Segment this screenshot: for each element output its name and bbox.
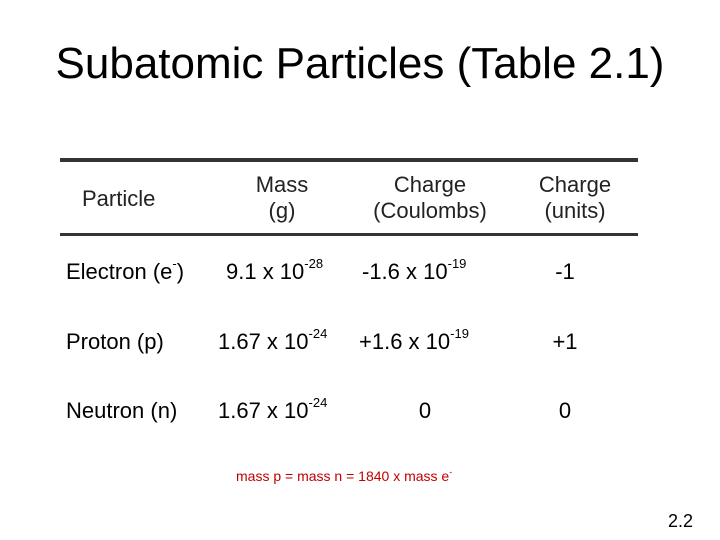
particle-name — [66, 398, 177, 424]
footnote-superscript: - — [449, 467, 453, 477]
particle-name — [66, 329, 164, 355]
header-charge-coulombs-line1: Charge — [393, 172, 467, 197]
header-charge-coulombs-line2: (Coulombs) — [373, 198, 487, 223]
mass-exponent: -24 — [308, 395, 328, 410]
mass-value — [218, 395, 328, 424]
charge-coulombs-base: +1.6 x 10 — [359, 329, 451, 354]
charge-coulombs-value — [390, 398, 460, 424]
slide-title: Subatomic Particles (Table 2.1) — [55, 39, 665, 88]
particle-name-text: Electron (e — [66, 259, 173, 284]
mass-base: 9.1 x 10 — [226, 259, 305, 284]
footnote — [236, 467, 452, 485]
header-mass-line2: (g) — [268, 198, 296, 223]
header-charge-coulombs — [356, 172, 504, 224]
table-header-rule — [60, 233, 638, 236]
charge-coulombs-value — [359, 326, 469, 355]
slide-number: 2.2 — [668, 511, 694, 531]
mass-base: 1.67 x 10 — [218, 329, 309, 354]
charge-coulombs-base: -1.6 x 10 — [362, 259, 448, 284]
footnote-text: mass p = mass n = 1840 x mass e — [236, 468, 450, 484]
mass-exponent: -24 — [308, 326, 328, 341]
charge-coulombs-base: 0 — [418, 398, 432, 423]
charge-coulombs-exponent: -19 — [450, 326, 469, 341]
particle-name-superscript: - — [172, 256, 177, 271]
particle-name-suffix: ) — [176, 259, 185, 284]
header-charge-units — [520, 172, 630, 224]
particle-name-text: Proton (p) — [66, 329, 164, 354]
header-mass — [232, 172, 332, 224]
mass-base: 1.67 x 10 — [218, 398, 309, 423]
header-charge-units-line2: (units) — [544, 198, 606, 223]
charge-units-value: -1 — [555, 259, 575, 284]
charge-coulombs-value — [362, 256, 467, 285]
header-particle: Particle — [82, 186, 156, 211]
particle-name-text: Neutron (n) — [66, 398, 178, 423]
header-charge-units-line1: Charge — [538, 172, 612, 197]
charge-units-value: 0 — [558, 398, 572, 423]
table-top-rule — [60, 158, 638, 162]
mass-value — [218, 326, 328, 355]
header-mass-line1: Mass — [255, 172, 309, 197]
mass-exponent: -28 — [304, 256, 324, 271]
particle-name — [66, 256, 185, 285]
charge-units-value: +1 — [552, 329, 578, 354]
mass-value — [226, 256, 324, 285]
charge-coulombs-exponent: -19 — [447, 256, 467, 271]
